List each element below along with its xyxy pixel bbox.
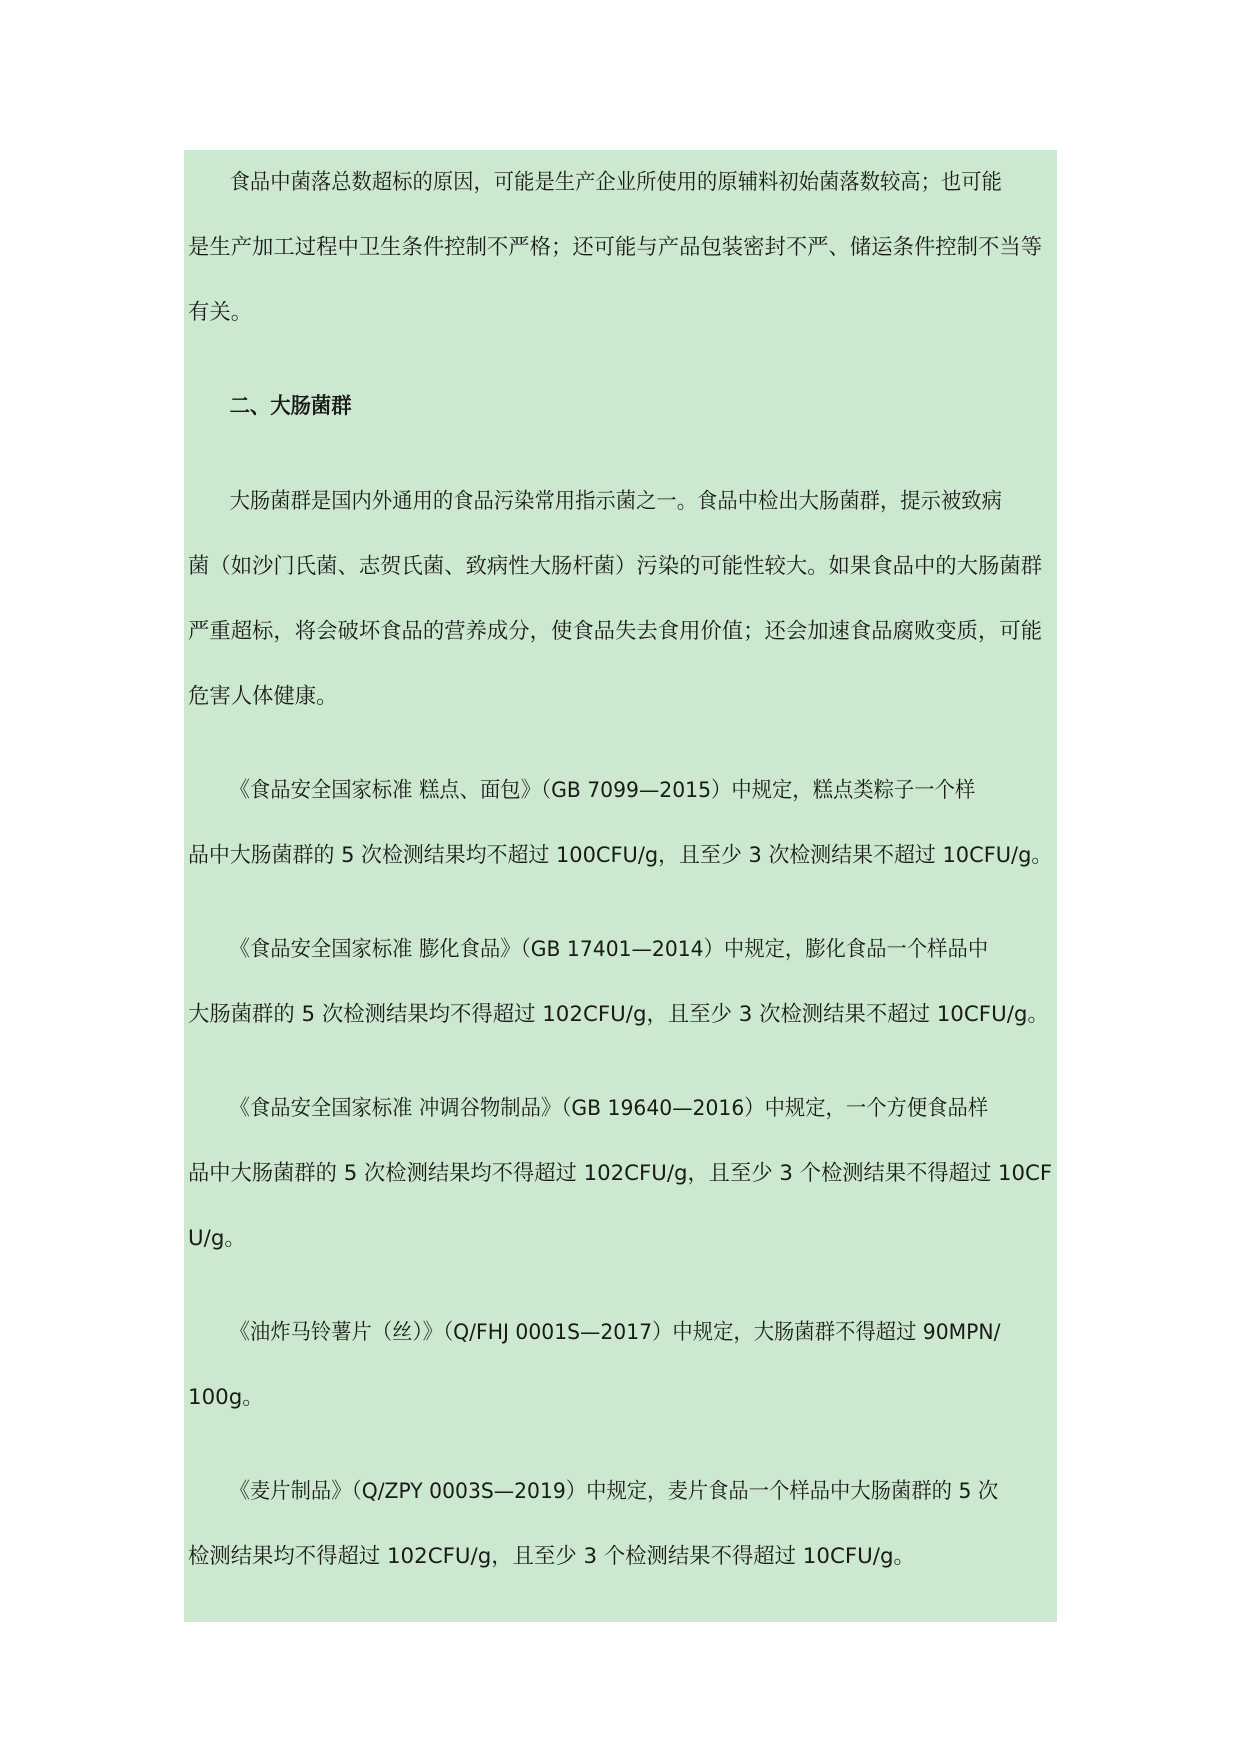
p1-line-1: 食品中菌落总数超标的原因，可能是生产企业所使用的原辅料初始菌落数较高；也可能	[229, 170, 1002, 195]
p7-line-2: 检测结果均不得超过 102CFU/g，且至少 3 个检测结果不得超过 10CFU/g。	[188, 1544, 915, 1569]
p5-line-3: U/g。	[188, 1226, 246, 1251]
p4-line-2: 大肠菌群的 5 次检测结果均不得超过 102CFU/g，且至少 3 次检测结果不超过 10CFU/g。	[188, 1002, 1049, 1027]
section-heading: 二、大肠菌群	[229, 394, 352, 419]
p3-line-1: 《食品安全国家标准 糕点、面包》（GB 7099—2015）中规定，糕点类粽子一个样	[229, 778, 976, 803]
p4-line-1: 《食品安全国家标准 膨化食品》（GB 17401—2014）中规定，膨化食品一个样品中	[229, 937, 989, 962]
p2-line-2: 菌（如沙门氏菌、志贺氏菌、致病性大肠杆菌）污染的可能性较大。如果食品中的大肠菌群	[188, 554, 1043, 579]
p2-line-3: 严重超标，将会破坏食品的营养成分，使食品失去食用价值；还会加速食品腐败变质，可能	[188, 619, 1043, 644]
p3-line-2: 品中大肠菌群的 5 次检测结果均不超过 100CFU/g，且至少 3 次检测结果不超过 10CFU/g。	[188, 843, 1053, 868]
p6-line-2: 100g。	[188, 1385, 264, 1410]
p2-line-1: 大肠菌群是国内外通用的食品污染常用指示菌之一。食品中检出大肠菌群，提示被致病	[229, 489, 1002, 514]
p5-line-2: 品中大肠菌群的 5 次检测结果均不得超过 102CFU/g，且至少 3 个检测结果不得超过 10CF	[188, 1161, 1053, 1186]
p5-line-1: 《食品安全国家标准 冲调谷物制品》（GB 19640—2016）中规定，一个方便食品样	[229, 1096, 989, 1121]
p1-line-3: 有关。	[188, 300, 253, 325]
p2-line-4: 危害人体健康。	[188, 684, 338, 709]
p7-line-1: 《麦片制品》（Q/ZPY 0003S—2019）中规定，麦片食品一个样品中大肠菌群的 5 次	[229, 1479, 999, 1504]
p6-line-1: 《油炸马铃薯片（丝）》（Q/FHJ 0001S—2017）中规定，大肠菌群不得超过 90MPN/	[229, 1320, 1001, 1345]
p1-line-2: 是生产加工过程中卫生条件控制不严格；还可能与产品包装密封不严、储运条件控制不当等	[188, 235, 1043, 260]
